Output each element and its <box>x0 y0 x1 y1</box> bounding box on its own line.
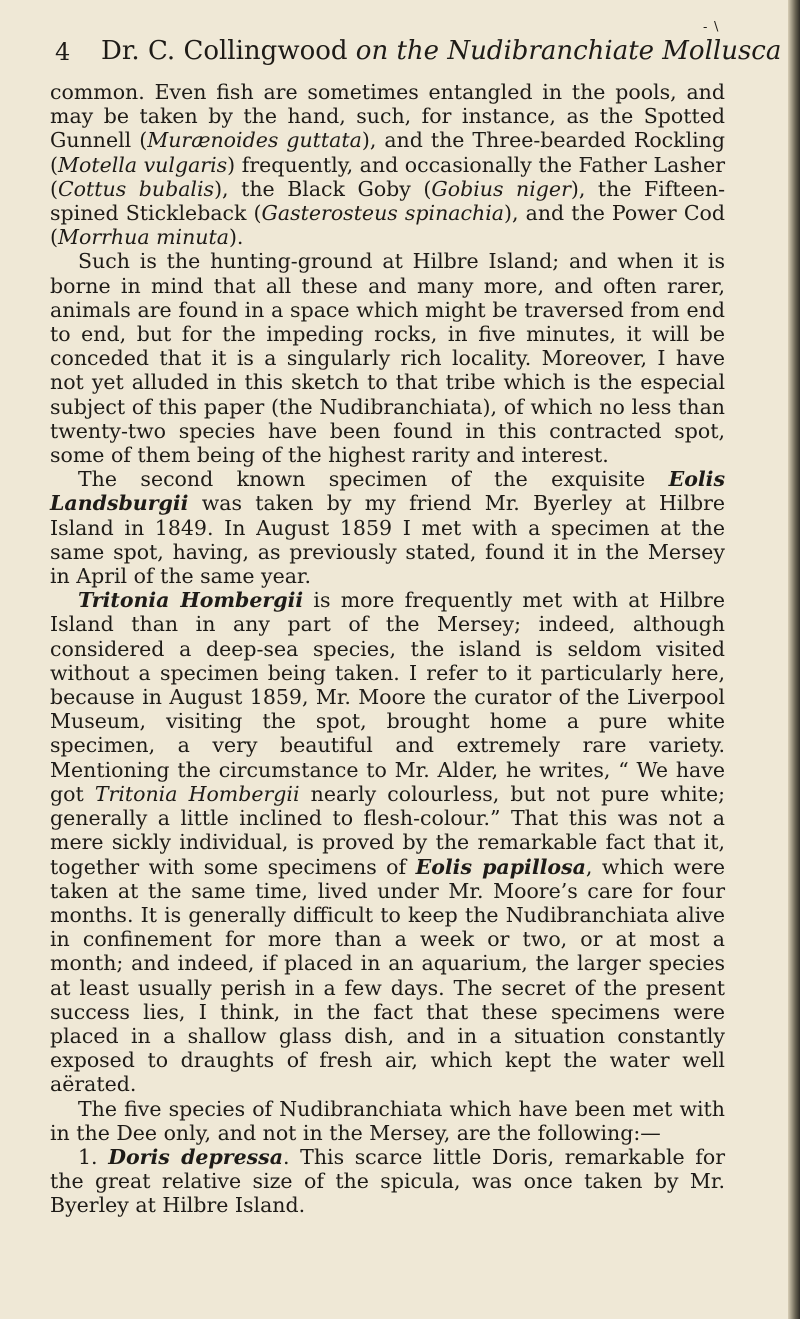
text-run: nearly colourless, but not pure white; generally a little inclined to flesh-colour.” That this was not a mere sickly individual, is proved by the remarkable fact that it, together with some specimens of <box>50 781 725 879</box>
species-name: Murænoides guttata <box>147 128 362 153</box>
species-name: Cottus bubalis <box>58 176 215 201</box>
margin-mark: - ∖ <box>703 20 720 35</box>
text-run: ), and the Power Cod ( <box>50 201 725 250</box>
running-head-title: the Nudibranchiate Mollusca <box>396 36 782 66</box>
text-run: Such is the hunting-ground at Hilbre Island; and when it is borne in mind that all these and many more, and often rarer, animals are found in a space which might be traversed from end to end, but for the impeding rocks, in five minutes, it will be conceded that it is a singularly rich locality. Moreover, I have not yet alluded in this sketch to that tribe which is the especial subject of this paper (the Nudibranchiata), of which no less than twenty-two species have been found in this contracted spot, some of them being of the highest rarity and interest. <box>50 249 725 468</box>
species-name-bold: Eolis Landsburgii <box>50 467 725 516</box>
text-run: was taken by my friend Mr. Byerley at Hilbre Island in 1849. In August 1859 I met with a specimen at the same spot, having, as previously stated, found it in the Mersey in April of the same year. <box>50 491 725 589</box>
text-run: 1. <box>78 1144 109 1169</box>
page-number: 4 <box>55 38 71 66</box>
text-run: , which were taken at the same time, lived under Mr. Moore’s care for four months. It is generally difficult to keep the Nudibranchiata alive in confinement for more than a week or two, or at most a month; and indeed, if placed in an aquarium, the larger species at least usually perish in a few days. The secret of the present success lies, I think, in the fact that these specimens were placed in a shallow glass dish, and in a situation constantly exposed to draughts of fresh air, which kept the water well aërated. <box>50 854 725 1097</box>
paragraph <box>50 249 725 467</box>
text-run: ), the Fifteen-spined Stickleback ( <box>50 176 726 226</box>
text-run: is more frequently met with at Hilbre Island than in any part of the Mersey; indeed, although considered a deep-sea species, the island is seldom visited without a specimen being taken. I refer to it particularly here, because in August 1859, Mr. Moore the curator of the Liverpool Museum, visiting the spot, brought home a pure white specimen, a very beautiful and extremely rare variety. Mentioning the circumstance to Mr. Alder, he writes, “ We have got <box>50 588 725 806</box>
paragraph <box>50 588 725 1096</box>
text-run: ). <box>228 225 244 250</box>
running-head-author: Dr. C. Collingwood <box>101 36 348 66</box>
page-binding-edge <box>788 0 800 1319</box>
paragraph <box>50 1097 725 1145</box>
text-run: ), the Black Goby ( <box>214 176 432 201</box>
text-run: The five species of Nudibranchiata which have been met with in the Dee only, and not in the Mersey, are the following:— <box>50 1096 725 1145</box>
page-header <box>55 20 782 66</box>
species-name: Motella vulgaris <box>58 152 228 177</box>
text-run: ), and the Three-bearded Rockling ( <box>50 128 726 177</box>
species-name: Morrhua minuta <box>58 225 229 250</box>
species-name: Gasterosteus spinachia <box>261 201 504 226</box>
body-text <box>50 80 725 1218</box>
paragraph <box>50 467 725 588</box>
species-name-bold: Eolis papillosa <box>415 854 586 879</box>
running-head <box>101 36 781 66</box>
text-run: The second known specimen of the exquisite <box>78 467 669 492</box>
text-run: common. Even fish are sometimes entangled in the pools, and may be taken by the hand, such, for instance, as the Spotted Gunnell ( <box>50 80 725 153</box>
paragraph <box>50 1145 725 1218</box>
species-name: Gobius niger <box>431 176 571 201</box>
species-name-bold: Doris depressa <box>108 1144 283 1169</box>
running-head-connector: on <box>355 36 389 66</box>
paragraph <box>50 80 725 249</box>
species-name: Tritonia Hombergii <box>94 781 300 806</box>
text-run: . This scarce little Doris, remarkable for the great relative size of the spicula, was once taken by Mr. Byerley at Hilbre Island. <box>50 1144 726 1218</box>
species-name-bold: Tritonia Hombergii <box>78 588 304 613</box>
text-run: ) frequently, and occasionally the Father Lasher ( <box>50 152 725 201</box>
